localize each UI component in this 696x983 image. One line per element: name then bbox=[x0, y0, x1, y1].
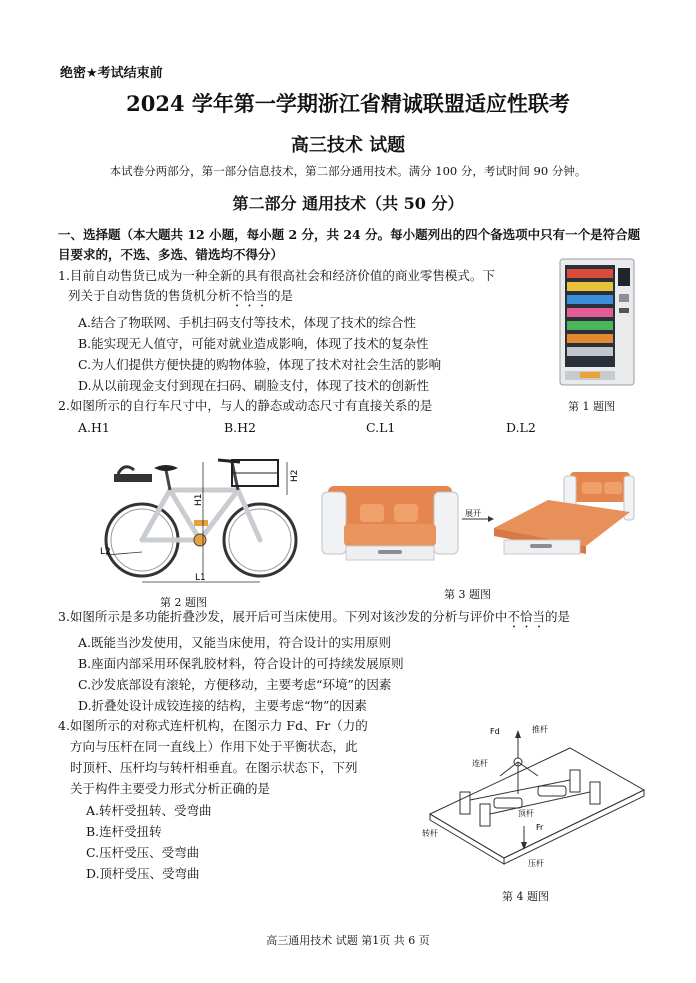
bicycle-diagram bbox=[90, 440, 310, 590]
fd-label: Fd bbox=[490, 727, 500, 736]
exam-subtitle: 高三技术 试题 bbox=[290, 135, 406, 156]
part-heading: 第二部分 通用技术（共 50 分） bbox=[232, 194, 464, 213]
confidential-mark: 绝密★考试结束前 bbox=[60, 66, 163, 81]
q1-option-b: B.能实现无人值守，可能对就业造成影响，体现了技术的复杂性 bbox=[78, 336, 429, 351]
q3-option-a: A.既能当沙发使用，又能当床使用，符合设计的实用原则 bbox=[78, 635, 392, 650]
top-rod-label: 顶杆 bbox=[518, 809, 534, 818]
section-heading: 一、选择题（本大题共 12 小题，每小题 2 分，共 24 分。每小题列出的四个备选项中只有一个是符合题目要求的，不选、多选、错选均不得分） bbox=[58, 227, 641, 262]
turn-rod-label: 转杆 bbox=[422, 829, 438, 838]
l2-label: L2 bbox=[100, 547, 111, 557]
q1-option-c: C.为人们提供方便快捷的购物体验，体现了技术对社会生活的影响 bbox=[78, 357, 442, 372]
linkage-diagram bbox=[420, 718, 650, 878]
q1-option-a: A.结合了物联网、手机扫码支付等技术，体现了技术的综合性 bbox=[78, 315, 417, 330]
sofa-bed-image bbox=[490, 464, 636, 564]
page-footer: 高三通用技术 试题 第1页 共 6 页 bbox=[266, 934, 430, 947]
q1-caption: 第 1 题图 bbox=[568, 400, 615, 413]
q4-option-a: A.转杆受扭转、受弯曲 bbox=[86, 803, 212, 818]
fr-label: Fr bbox=[536, 823, 544, 832]
q4-stem-line3: 时顶杆、压杆均与转杆相垂直。在图示状态下，下列 bbox=[70, 760, 358, 775]
unfold-label: 展开 bbox=[465, 509, 481, 518]
h1-label: H1 bbox=[194, 493, 204, 506]
push-rod-label: 推杆 bbox=[532, 725, 548, 734]
q4-caption: 第 4 题图 bbox=[502, 890, 549, 903]
l1-label: L1 bbox=[195, 573, 206, 583]
q4-option-d: D.顶杆受压、受弯曲 bbox=[86, 866, 200, 881]
q3-stem: 3.如图所示是多功能折叠沙发，展开后可当床使用。下列对该沙发的分析与评价中不恰当的是 bbox=[58, 609, 570, 624]
q2-option-a: A.H1 bbox=[78, 420, 110, 435]
q3-caption: 第 3 题图 bbox=[444, 588, 491, 601]
q3-option-c: C.沙发底部设有滚轮，方便移动，主要考虑“环境”的因素 bbox=[78, 677, 392, 692]
link-rod-label: 连杆 bbox=[472, 759, 488, 768]
q4-option-c: C.压杆受压、受弯曲 bbox=[86, 845, 200, 860]
q1-stem-line1: 1.目前自动售货已成为一种全新的具有很高社会和经济价值的商业零售模式。下 bbox=[58, 268, 495, 283]
q2-option-b: B.H2 bbox=[224, 420, 257, 435]
vending-machine-image bbox=[556, 256, 638, 391]
sofa-folded-image bbox=[320, 470, 460, 570]
q3-emphasis: 不恰当 bbox=[507, 609, 545, 624]
h2-label: H2 bbox=[290, 469, 300, 482]
q1-option-d: D.从以前现金支付到现在扫码、刷脸支付，体现了技术的创新性 bbox=[78, 378, 430, 393]
q2-caption: 第 2 题图 bbox=[160, 596, 207, 609]
q2-stem: 2.如图所示的自行车尺寸中，与人的静态或动态尺寸有直接关系的是 bbox=[58, 398, 433, 413]
exam-title: 2024 学年第一学期浙江省精诚联盟适应性联考 bbox=[126, 91, 570, 116]
q1-emphasis: 不恰当 bbox=[230, 288, 269, 303]
q2-option-d: D.L2 bbox=[506, 420, 536, 435]
q4-stem-line4: 关于构件主要受力形式分析正确的是 bbox=[70, 781, 271, 796]
press-rod-label: 压杆 bbox=[528, 859, 544, 868]
unfold-arrow bbox=[460, 508, 494, 524]
q3-option-d: D.折叠处设计成铰连接的结构，主要考虑“物”的因素 bbox=[78, 698, 367, 713]
q2-option-c: C.L1 bbox=[366, 420, 396, 435]
exam-intro: 本试卷分两部分，第一部分信息技术，第二部分通用技术。满分 100 分，考试时间 90 分钟。 bbox=[109, 164, 587, 178]
q4-option-b: B.连杆受扭转 bbox=[86, 824, 162, 839]
q4-stem-line1: 4.如图所示的对称式连杆机构，在图示力 Fd、Fr（力的 bbox=[58, 718, 368, 733]
q1-stem-line2: 列关于自动售货的售货机分析不恰当的是 bbox=[68, 288, 294, 303]
q4-stem-line2: 方向与压杆在同一直线上）作用下处于平衡状态，此 bbox=[70, 739, 358, 754]
q3-option-b: B.座面内部采用环保乳胶材料，符合设计的可持续发展原则 bbox=[78, 656, 404, 671]
